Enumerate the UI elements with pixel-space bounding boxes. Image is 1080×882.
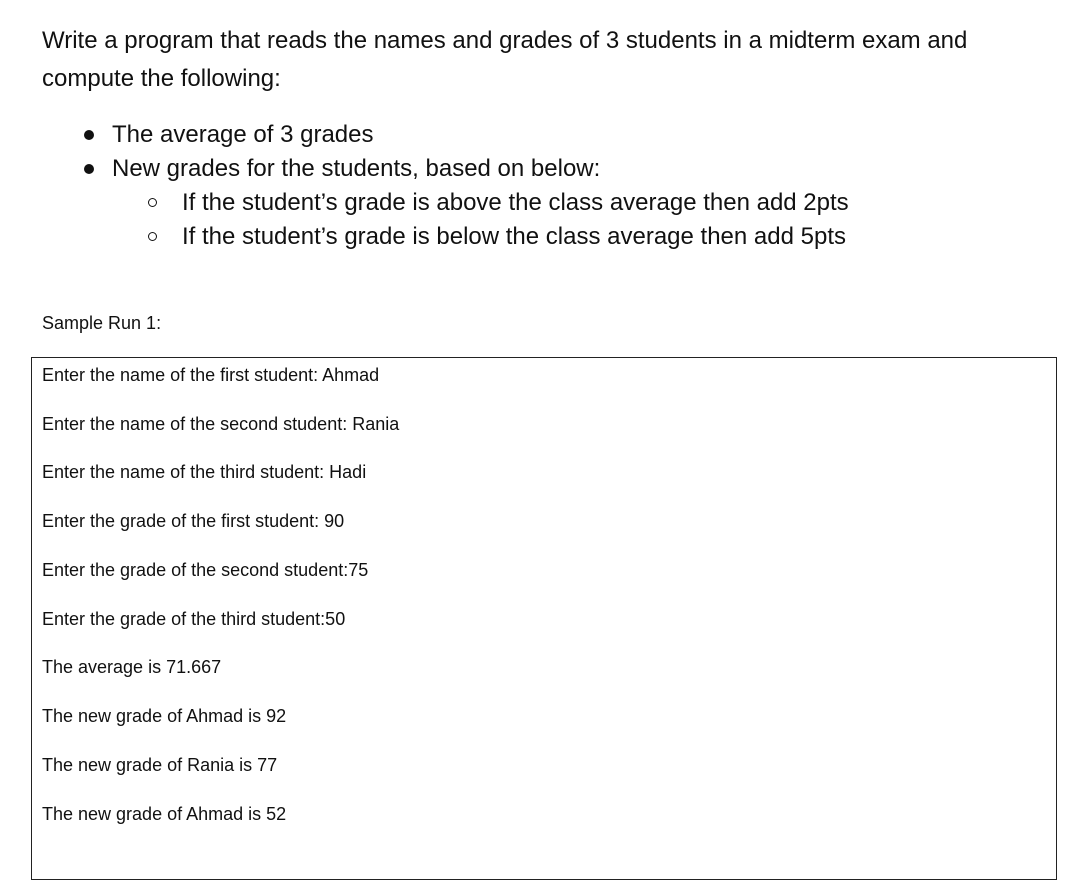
sub-requirement-text: If the student’s grade is above the class average then add 2pts (182, 189, 849, 216)
requirements-list (82, 118, 849, 254)
sample-run-box (31, 357, 1057, 880)
sub-requirement-text: If the student’s grade is below the class average then add 5pts (182, 223, 846, 250)
sub-requirement-item (82, 186, 849, 220)
requirement-text: The average of 3 grades (112, 121, 374, 148)
run-line: The new grade of Ahmad is 92 (42, 706, 287, 726)
run-line: Enter the grade of the second student:75 (42, 560, 369, 580)
run-line: Enter the grade of the first student: 90 (42, 511, 345, 531)
run-line: The new grade of Rania is 77 (42, 755, 278, 775)
run-line: Enter the name of the third student: Hadi (42, 462, 367, 482)
run-line: Enter the name of the second student: Rania (42, 414, 400, 434)
bullet-dot-icon (84, 130, 94, 140)
requirement-text: New grades for the students, based on below: (112, 155, 601, 182)
sample-run-title: Sample Run 1: (42, 313, 162, 333)
run-line: Enter the grade of the third student:50 (42, 609, 346, 629)
requirement-item (82, 152, 849, 186)
bullet-dot-icon (84, 164, 94, 174)
sub-requirement-item (82, 220, 849, 254)
requirement-item (82, 118, 849, 152)
run-line: Enter the name of the first student: Ahmad (42, 365, 380, 385)
bullet-circle-icon (148, 232, 157, 241)
problem-statement: Write a program that reads the names and grades of 3 students in a midterm exam and compute the following: (42, 27, 968, 92)
run-line: The average is 71.667 (42, 657, 222, 677)
bullet-circle-icon (148, 198, 157, 207)
run-line: The new grade of Ahmad is 52 (42, 804, 287, 824)
